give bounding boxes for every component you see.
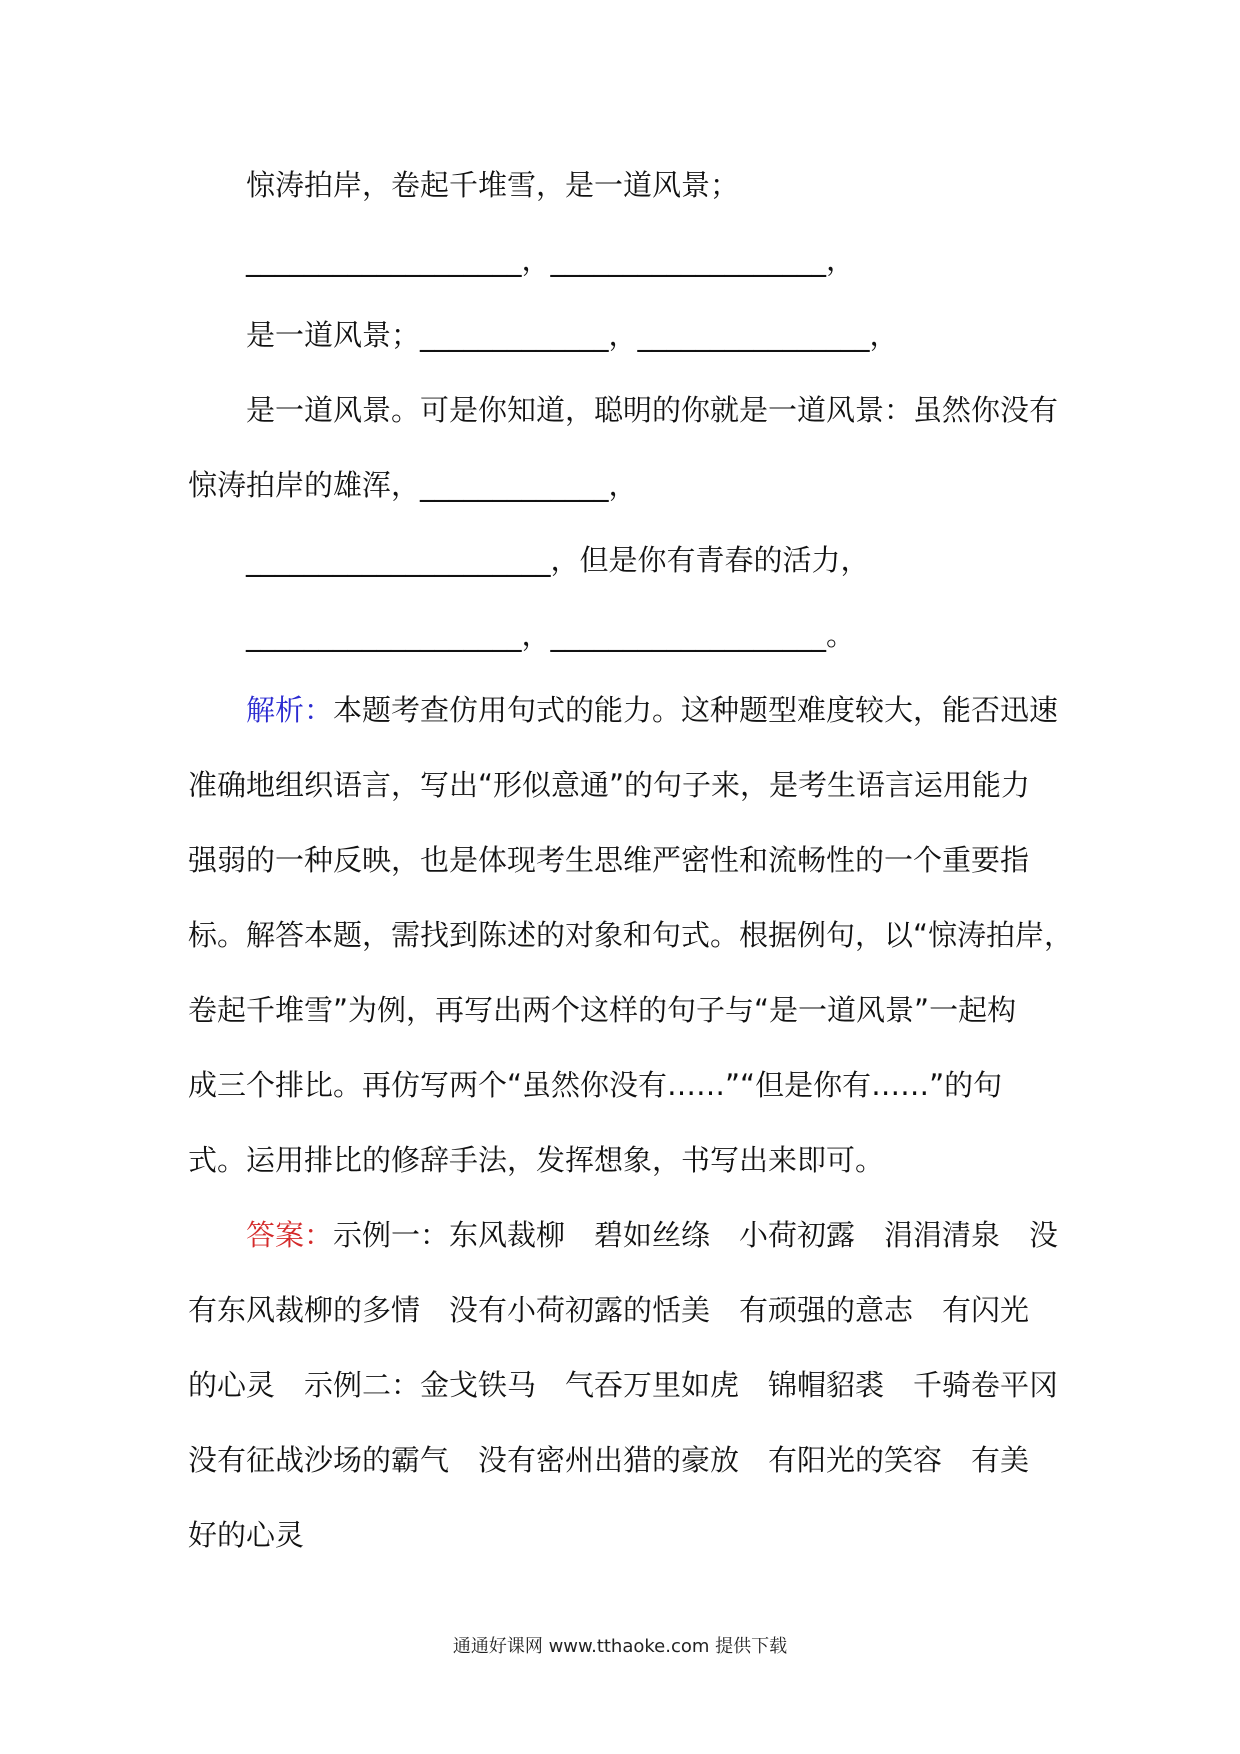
- answer-text: 示例一：东风裁柳 碧如丝绦 小荷初露 涓涓清泉 没: [333, 1218, 1059, 1252]
- analysis-line: 标。解答本题，需找到陈述的对象和句式。根据例句，以“惊涛拍岸，: [188, 918, 1074, 952]
- analysis-line: 准确地组织语言，写出“形似意通”的句子来，是考生语言运用能力: [188, 768, 1031, 802]
- question-line: 惊涛拍岸的雄浑，_____________，: [188, 468, 638, 502]
- answer-line: 的心灵 示例二：金戈铁马 气吞万里如虎 锦帽貂裘 千骑卷平冈: [188, 1368, 1059, 1402]
- analysis-line: 成三个排比。再仿写两个“虽然你没有……”“但是你有……”的句: [188, 1068, 1003, 1102]
- blank-line: ___________________，___________________，: [246, 243, 856, 277]
- answer-label: 答案：: [246, 1218, 334, 1252]
- answer-line: 没有征战沙场的霸气 没有密州出猎的豪放 有阳光的笑容 有美: [188, 1443, 1030, 1477]
- analysis-text: 本题考查仿用句式的能力。这种题型难度较大，能否迅速: [333, 693, 1059, 727]
- question-line: 是一道风景。可是你知道，聪明的你就是一道风景：虽然你没有: [246, 393, 1059, 427]
- answer-line: 有东风裁柳的多情 没有小荷初露的恬美 有顽强的意志 有闪光: [188, 1293, 1030, 1327]
- answer-first-line: [188, 1198, 1068, 1273]
- analysis-line: 强弱的一种反映，也是体现考生思维严密性和流畅性的一个重要指: [188, 843, 1030, 877]
- analysis-label: 解析：: [246, 693, 334, 727]
- analysis-first-line: [188, 673, 1068, 748]
- analysis-line: 卷起千堆雪”为例，再写出两个这样的句子与“是一道风景”一起构: [188, 993, 1017, 1027]
- question-line: 惊涛拍岸，卷起千堆雪，是一道风景；: [246, 168, 740, 202]
- page-footer: 通通好课网 www.tthaoke.com 提供下载: [452, 1636, 788, 1657]
- document-body: [188, 148, 1074, 1573]
- question-line: _____________________，但是你有青春的活力，: [246, 543, 870, 577]
- question-line: 是一道风景；_____________，________________，: [246, 318, 899, 352]
- blank-line: ___________________，___________________。: [246, 618, 856, 652]
- analysis-line: 式。运用排比的修辞手法，发挥想象，书写出来即可。: [188, 1143, 885, 1177]
- answer-line: 好的心灵: [188, 1518, 305, 1552]
